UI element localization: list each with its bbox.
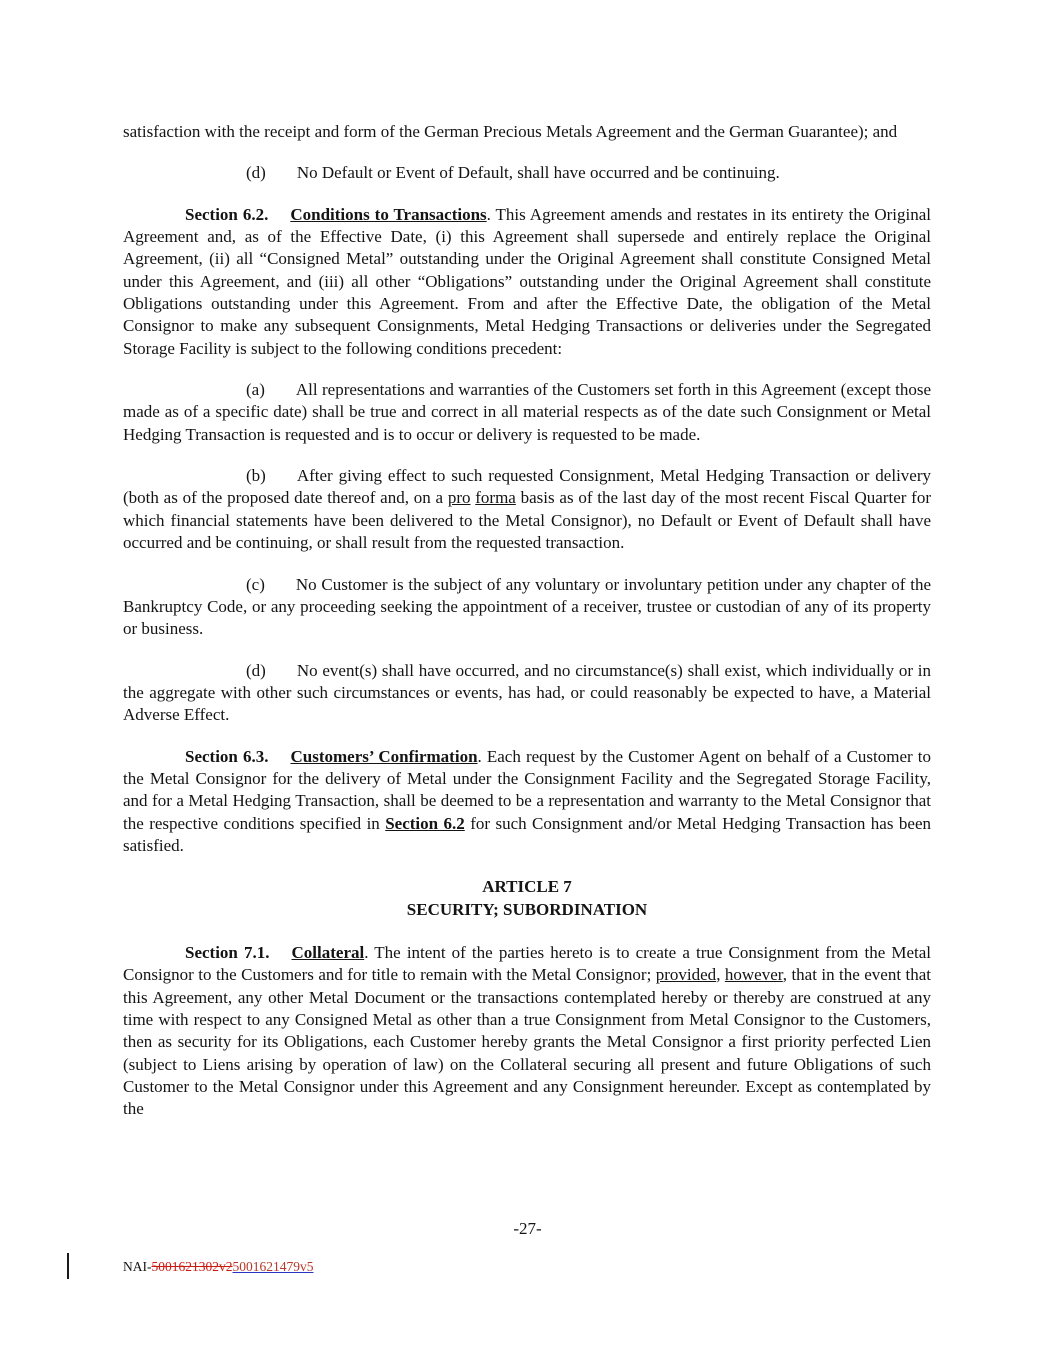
article-title: SECURITY; SUBORDINATION <box>406 899 648 919</box>
section-body: , that in the event that this Agreement, any other Metal Document or the transactions contemplated hereby or thereby are construed at any time with respect to any Consigned Metal as other than a true Consignment from Metal Consignor to the Customers, then as security for its Obligations, each Customer hereby grants the Metal Consignor a first priority perfected Lien (subject to Liens arising by operation of law) on the Collateral securing all present and future Obligations of such Customer to the Metal Consignor under this Agreement and any Consignment hereunder. Except as contemplated by the <box>123 965 932 1119</box>
paragraph-text: satisfaction with the receipt and form of the German Precious Metals Agreement and the German Guarantee); and <box>123 122 898 141</box>
article-7-heading <box>123 876 931 921</box>
section-7-1 <box>123 942 931 1121</box>
clause-d-conditions-effectiveness <box>123 162 931 184</box>
footer-inserted-id: 5001621479v5 <box>232 1259 314 1274</box>
latin-term-forma: forma <box>475 488 516 508</box>
section-title: Customers’ Confirmation <box>290 746 478 766</box>
clause-text: No event(s) shall have occurred, and no circumstance(s) shall exist, which individually or in the aggregate with other such circumstances or events, has had, or could reasonably be expected to have, a Material Adverse Effect. <box>123 660 931 725</box>
clause-text: No Default or Event of Default, shall have occurred and be continuing. <box>296 163 780 183</box>
clause-a <box>123 379 931 446</box>
section-title: Collateral <box>291 942 365 962</box>
clause-label: (a) <box>246 380 265 400</box>
section-title: Conditions to Transactions <box>290 204 487 224</box>
clause-text: All representations and warranties of the Customers set forth in this Agreement (except those made as of a specific date) shall be true and correct in all material respects as of the date such Consignment or Metal Hedging Transaction is requested and is to occur or delivery is requested to be made. <box>123 380 931 444</box>
section-body: , <box>716 965 725 985</box>
clause-c <box>123 574 931 641</box>
section-body: . This Agreement amends and restates in its entirety the Original Agreement and, as of the Effective Date, (i) this Agreement shall supersede and entirely replace the Original Agreement, (ii) all “Consigned Metal” outstanding under the Original Agreement shall constitute Consigned Metal under this Agreement, and (iii) all other “Obligations” outstanding under the Original Agreement shall constitute Obligations outstanding under this Agreement. From and after the Effective Date, the obligation of the Metal Consignor to make any subsequent Consignments, Metal Hedging Transactions or deliveries under the Segregated Storage Facility is subject to the following conditions precedent: <box>123 204 931 358</box>
clause-label: (c) <box>246 574 265 594</box>
section-6-3 <box>123 746 931 858</box>
clause-text-after: basis as of the last day of the most recent Fiscal Quarter for which financial statements have been delivered to the Metal Consignor), no Default or Event of Default shall have occurred and be continuing, or shall result from the requested transaction. <box>123 488 931 553</box>
section-body: . Each request by the Customer Agent on behalf of a Customer to the Metal Consignor for the delivery of Metal under the Consignment Facility and the Segregated Storage Facility, and for a Metal Hedging Transaction, shall be deemed to be a representation and warranty to the Metal Consignor that the respective conditions specified in <box>123 746 932 833</box>
term-however: however <box>724 965 783 985</box>
footer-prefix: NAI- <box>123 1259 152 1274</box>
term-provided: provided <box>655 965 717 985</box>
paragraph-continuation <box>123 121 931 143</box>
section-6-2 <box>123 204 931 360</box>
page-number: -27- <box>513 1219 542 1238</box>
document-id-footer <box>123 1258 314 1275</box>
revision-change-bar <box>67 1253 69 1279</box>
clause-d-mae <box>123 660 931 727</box>
clause-text-before: After giving effect to such requested Consignment, Metal Hedging Transaction or delivery (both as of the proposed date thereof and, on a <box>123 466 931 508</box>
section-body: for such Consignment and/or Metal Hedging Transaction has been satisfied. <box>123 813 931 855</box>
clause-label: (b) <box>246 466 266 486</box>
article-number: ARTICLE 7 <box>482 877 572 897</box>
clause-text: No Customer is the subject of any voluntary or involuntary petition under any chapter of the Bankruptcy Code, or any proceeding seeking the appointment of a receiver, trustee or custodian of any of its property or business. <box>123 574 931 639</box>
clause-label: (d) <box>246 163 266 183</box>
section-number: Section 6.2. <box>185 204 269 224</box>
clause-label: (d) <box>246 660 266 680</box>
section-body: . The intent of the parties hereto is to create a true Consignment from the Metal Consignor to the Customers and for title to remain with the Metal Consignor; <box>123 942 932 985</box>
latin-term-pro: pro <box>447 488 471 508</box>
clause-b <box>123 465 931 554</box>
section-number: Section 6.3. <box>185 746 269 766</box>
section-number: Section 7.1. <box>185 942 270 962</box>
cross-reference-section-6-2: Section 6.2 <box>385 813 465 833</box>
footer-deleted-id: 5001621302v2 <box>151 1259 233 1274</box>
